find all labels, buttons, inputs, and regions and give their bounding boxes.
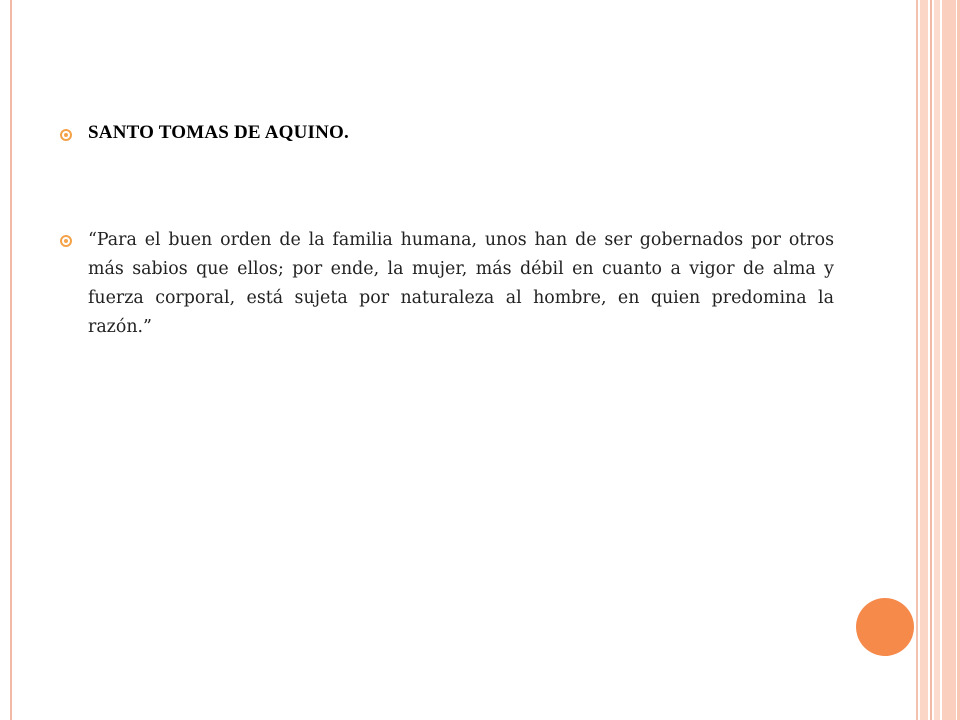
bullet-icon (60, 235, 72, 247)
stripe (930, 0, 932, 720)
bullet-icon (60, 129, 72, 141)
bullet-item-heading (60, 118, 834, 148)
slide-content (60, 118, 834, 342)
right-decorative-stripes (916, 0, 960, 720)
stripe (920, 0, 928, 720)
quote-text: “Para el buen orden de la familia humana, unos han de ser gobernados por otros más sabios que ellos; por ende, la mujer, más débil en cuanto a vigor de alma y fuerza corporal, está sujeta por naturaleza al hombre, en quien predomina la razón.” (88, 230, 834, 337)
orange-circle-decoration (856, 598, 914, 656)
stripe (934, 0, 940, 720)
slide-heading: SANTO TOMAS DE AQUINO. (88, 122, 349, 143)
left-border-line (10, 0, 12, 720)
bullet-item-quote (60, 226, 834, 342)
stripe (916, 0, 918, 720)
stripe (942, 0, 956, 720)
